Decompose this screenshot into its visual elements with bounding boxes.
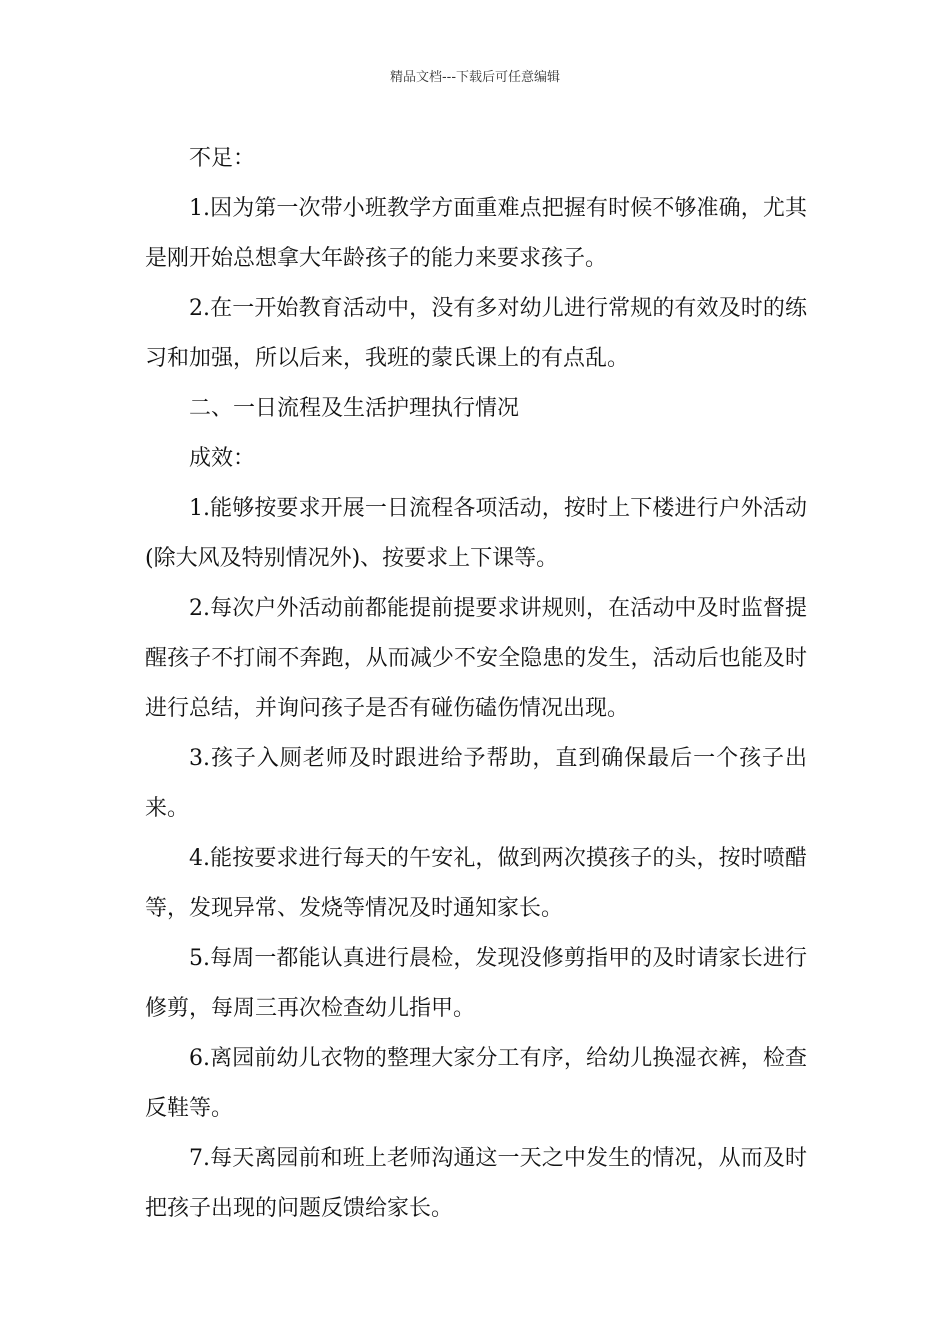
paragraph-result-3: 3.孩子入厕老师及时跟进给予帮助，直到确保最后一个孩子出来。 <box>145 746 807 821</box>
page-header: 精品文档---下载后可任意编辑 <box>389 70 561 85</box>
paragraph-shortcomings-heading: 不足： <box>189 146 256 171</box>
paragraph-shortcoming-1: 1.因为第一次带小班教学方面重难点把握有时候不够准确，尤其是刚开始总想拿大年龄孩子的能力来要求孩子。 <box>145 196 807 271</box>
paragraph-result-2: 2.每次户外活动前都能提前提要求讲规则，在活动中及时监督提醒孩子不打闹不奔跑，从而减少不安全隐患的发生，活动后也能及时进行总结，并询问孩子是否有碰伤磕伤情况出现。 <box>145 596 807 721</box>
paragraph-shortcoming-2: 2.在一开始教育活动中，没有多对幼儿进行常规的有效及时的练习和加强，所以后来，我班的蒙氏课上的有点乱。 <box>145 296 807 371</box>
paragraph-result-5: 5.每周一都能认真进行晨检，发现没修剪指甲的及时请家长进行修剪，每周三再次检查幼儿指甲。 <box>145 946 807 1021</box>
paragraph-results-heading: 成效： <box>189 446 256 471</box>
paragraph-result-6: 6.离园前幼儿衣物的整理大家分工有序，给幼儿换湿衣裤，检查反鞋等。 <box>145 1046 807 1121</box>
paragraph-result-7: 7.每天离园前和班上老师沟通这一天之中发生的情况，从而及时把孩子出现的问题反馈给家长。 <box>145 1146 807 1221</box>
section-heading-2: 二、一日流程及生活护理执行情况 <box>189 396 520 421</box>
document-body <box>145 134 807 1234</box>
paragraph-result-1: 1.能够按要求开展一日流程各项活动，按时上下楼进行户外活动(除大风及特别情况外)、按要求上下课等。 <box>145 496 807 571</box>
paragraph-result-4: 4.能按要求进行每天的午安礼，做到两次摸孩子的头，按时喷醋等，发现异常、发烧等情况及时通知家长。 <box>145 846 807 921</box>
